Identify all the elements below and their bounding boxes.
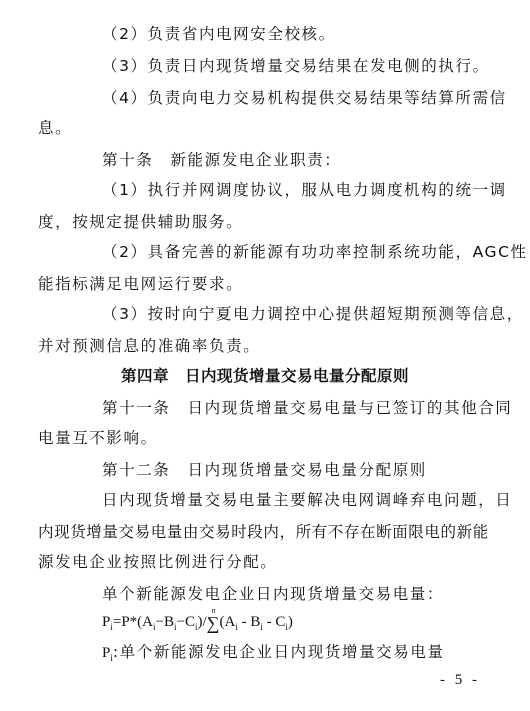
formula-lhs: P [102, 614, 111, 630]
paragraph-line: （3）按时向宁夏电力调控中心提供超短期预测等信息， [102, 305, 524, 323]
formula-minus-c: −C [176, 614, 195, 630]
formula-minus-b: −B [155, 614, 174, 630]
sum-a-sub: i [235, 622, 238, 632]
paragraph-line: 能指标满足电网运行要求。 [38, 275, 244, 293]
sum-close: ) [287, 614, 293, 630]
chapter-four-heading: 第四章 日内现货增量交易电量分配原则 [120, 367, 409, 385]
formula-eq: =P*(A [112, 614, 153, 630]
article-twelve-title: 第十二条 日内现货增量交易电量分配原则 [102, 461, 427, 479]
article-ten-title: 第十条 新能源发电企业职责： [102, 151, 342, 169]
sum-b-sub: i [260, 622, 263, 632]
article-eleven-line: 第十一条 日内现货增量交易电量与已签订的其他合同 [102, 399, 513, 417]
formula-lhs-sub: i [110, 622, 113, 632]
paragraph-line: 息。 [38, 119, 73, 137]
definition-symbol: P [102, 645, 111, 661]
paragraph-line: （1）执行并网调度协议，服从电力调度机构的统一调 [102, 181, 507, 199]
paragraph-line: 内现货增量交易电量由交易时段内，所有不存在断面限电的新能 [38, 523, 489, 541]
paragraph-line: 度，按规定提供辅助服务。 [38, 213, 244, 231]
definition-text: :单个新能源发电企业日内现货增量交易电量 [112, 643, 445, 661]
sum-minus-c: - C [262, 614, 286, 630]
sigma-upper-limit: n [211, 605, 216, 615]
allocation-formula [38, 605, 492, 637]
formula-c-sub: i [194, 622, 198, 632]
paragraph-line: 电量互不影响。 [38, 429, 158, 447]
sigma-glyph: ∑ [206, 612, 220, 633]
paragraph-line: 并对预测信息的准确率负责。 [38, 337, 261, 355]
page-number: - 5 - [440, 672, 480, 688]
paragraph-line: （2）具备完善的新能源有功功率控制系统功能，AGC性 [102, 243, 528, 261]
paragraph-line: 源发电企业按照比例进行分配。 [38, 553, 278, 571]
sum-minus-b: - B [237, 614, 261, 630]
paragraph-line: （4）负责向电力交易机构提供交易结果等结算所需信 [102, 89, 507, 107]
paragraph-line: 日内现货增量交易电量主要解决电网调峰弃电问题，日 [102, 491, 513, 509]
formula-definition [38, 642, 492, 668]
formula-close-div: )/ [197, 614, 207, 630]
paragraph-line: 单个新能源发电企业日内现货增量交易电量： [102, 585, 445, 603]
sum-c-sub: i [285, 622, 288, 632]
definition-symbol-sub: i [110, 653, 113, 664]
sigma-symbol [206, 605, 220, 633]
sum-open: (A [219, 614, 236, 630]
paragraph-line: （3）负责日内现货增量交易结果在发电侧的执行。 [102, 57, 490, 75]
formula-a-sub: i [153, 622, 156, 632]
paragraph-line: （2）负责省内电网安全校核。 [102, 25, 336, 43]
formula-b-sub: i [173, 622, 177, 632]
